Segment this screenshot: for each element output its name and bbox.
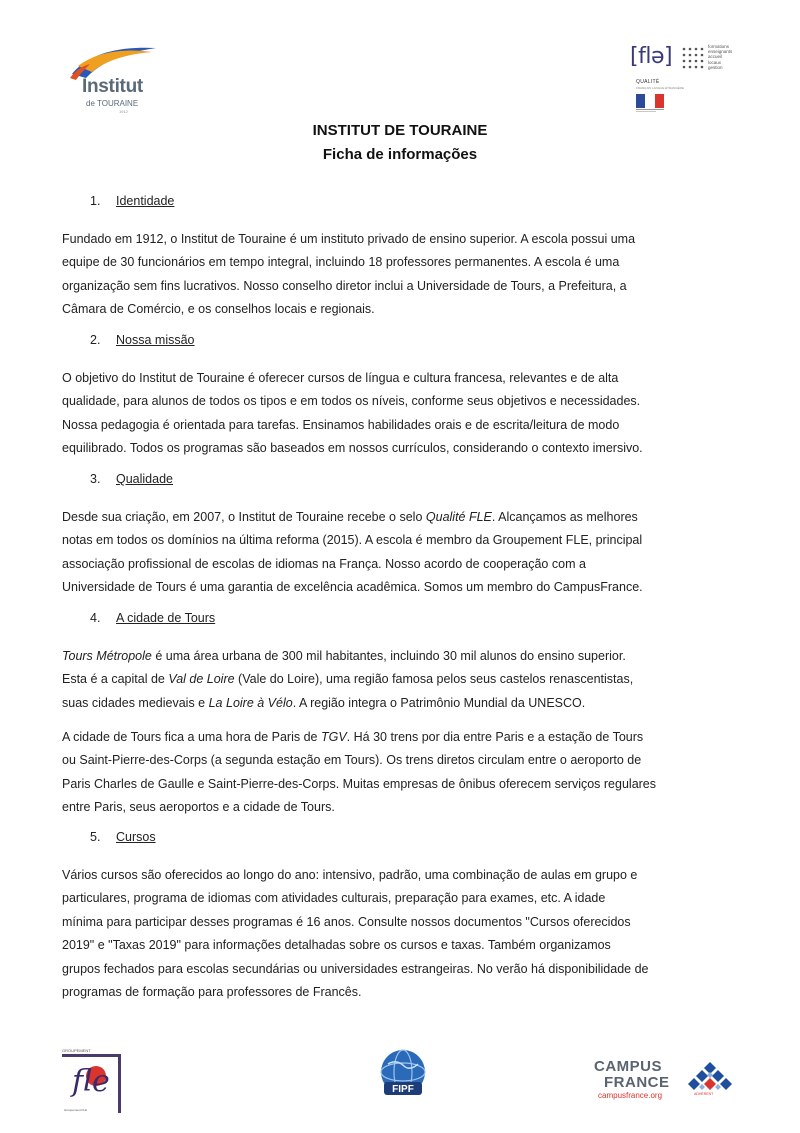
paragraph-identidade: Fundado em 1912, o Institut de Touraine é um instituto privado de ensino superior. A escola possui uma equipe de 30 funcionários em tempo integral, incluindo 18 professores permanentes. A escola é uma organização sem fins lucrativos. Nosso conselho diretor inclui a Universidade de Tours, a Prefeitura, a Câmara de Comércio, e os conselhos locais e regionais.	[62, 232, 636, 317]
section-heading-cursos: 5. Cursos	[90, 830, 156, 844]
fle-quality-sub: FRANÇAIS LANGUE ÉTRANGÈRE	[636, 86, 684, 90]
institut-de-touraine-logo	[62, 38, 162, 112]
french-republic-flag-icon	[636, 94, 664, 112]
svg-text:FIPF: FIPF	[392, 1084, 414, 1095]
paragraph-qualidade: Desde sua criação, em 2007, o Institut de Touraine recebe o selo Qualité FLE. Alcançamos as melhores notas em todos os domínios na última reforma (2015). A escola é membro da Groupement FLE, principal associação profissional de escolas de idiomas na França. Nosso acordo de cooperação com a Universidade de Tours é uma garantia de excelência acadêmica. Somos um membro do CampusFrance.	[62, 506, 742, 600]
globe-icon	[374, 1046, 432, 1104]
paragraph-missao: O objetivo do Institut de Touraine é oferecer cursos de língua e cultura francesa, relevantes e de alta qualidade, para alunos de todos os tipos e em todos os níveis, conforme seus objetivos e necessidades. Nossa pedagogia é orientada para tarefas. Ensinamos habilidades orais e de escrita/leitura de modo equilibrado. Todos os programas são baseados em nossos currículos, considerando o contexto imersivo.	[62, 371, 643, 456]
paragraph-cursos: Vários cursos são oferecidos ao longo do ano: intensivo, padrão, uma combinação de aulas em grupo e particulares, programa de idiomas com atividades culturais, preparação para exames, etc. A idade mínima para participar desses programas é 16 anos. Consulte nossos documentos "Cursos oferecidos 2019" e "Taxas 2019" para informações detalhadas sobre os cursos e taxas. Também organizamos grupos fechados para escolas secundárias ou universidades estrangeiras. No verão há disponibilidade de programas de formação para professores de Francês.	[62, 868, 649, 1000]
section-heading-identidade: 1. Identidade	[90, 194, 175, 208]
paragraph-cidade-1: Tours Métropole é uma área urbana de 300 mil habitantes, incluindo 30 mil alunos do ensino superior. Esta é a capital de Val de Loire (Vale do Loire), uma região famosa pelos seus castelos renascentistas, suas cidades medievais e La Loire à Vélo. A região integra o Patrimônio Mundial da UNESCO.	[62, 649, 634, 710]
section-heading-missao: 2. Nossa missão	[90, 333, 195, 347]
fle-mark: [flə]	[630, 44, 673, 69]
institut-year: 1912	[119, 109, 128, 114]
campus-france-logo: CAMPUS FRANCE campusfrance.org ADHÉRENT	[592, 1054, 740, 1106]
fle-words: formations enseignants accueil locaux gestion	[708, 44, 733, 70]
section-heading-qualidade: 3. Qualidade	[90, 472, 173, 486]
fipf-logo	[374, 1046, 432, 1104]
document-subtitle: Ficha de informações	[322, 146, 478, 163]
fle-quality-label: QUALITÉ	[636, 79, 660, 85]
section-heading-cidade: 4. A cidade de Tours	[90, 611, 216, 625]
groupement-fle-logo: GROUPEMENT fle Groupement FLE	[60, 1048, 124, 1112]
document-title: INSTITUT DE TOURAINE	[312, 122, 488, 139]
institut-subname: de TOURAINE	[86, 99, 139, 108]
line-rich: Desde sua criação, em 2007, o Institut de Touraine recebe o selo Qualité FLE. Alcançamos as melhores	[62, 510, 638, 524]
diamond-pattern-icon	[684, 1060, 736, 1092]
fle-qualite-logo	[628, 42, 738, 116]
institut-name: Institut	[82, 76, 143, 97]
paragraph-cidade-2: A cidade de Tours fica a uma hora de Paris de TGV. Há 30 trens por dia entre Paris e a estação de Tours ou Saint-Pierre-des-Corps (a segunda estação em Tours). Os trens diretos circulam entre o aeroporto de Paris Charles de Gaulle e Saint-Pierre-des-Corps. Muitas empresas de ônibus oferecem serviços regulares entre Paris, seus aeroportos e a cidade de Tours.	[62, 730, 657, 815]
dots-grid-icon	[681, 46, 705, 74]
